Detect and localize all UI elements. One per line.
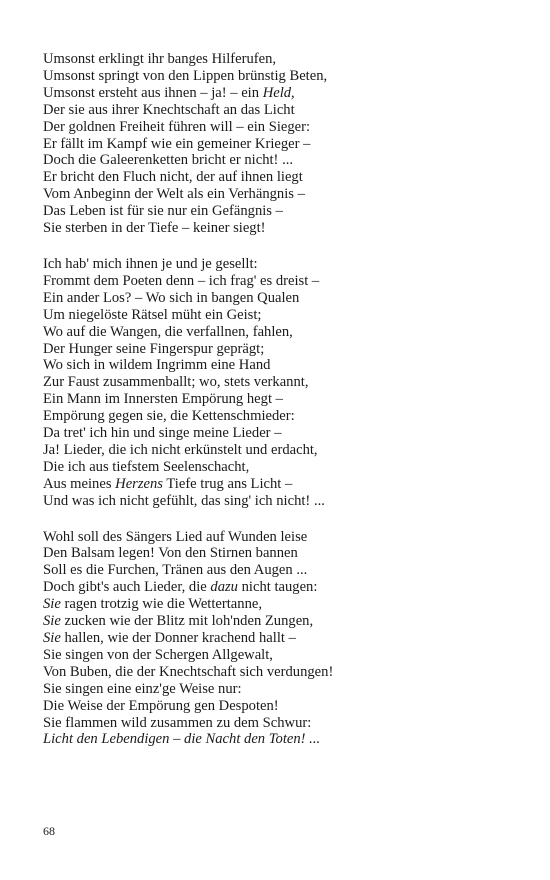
- verse-line: [43, 408, 513, 425]
- italic-text: Sie: [43, 596, 61, 613]
- verse-line: [43, 102, 513, 119]
- verse-text: Ich hab' mich ihnen je und je gesellt:: [43, 255, 258, 272]
- poem-text: [43, 51, 513, 767]
- verse-line: [43, 425, 513, 442]
- verse-text: nicht taugen:: [237, 579, 318, 596]
- verse-line: [43, 613, 513, 630]
- verse-line: [43, 68, 513, 85]
- italic-text: Held,: [262, 84, 295, 101]
- verse-line: [43, 203, 513, 220]
- verse-text: Vom Anbeginn der Welt als ein Verhängnis –: [43, 186, 305, 203]
- verse-text: Empörung gegen sie, die Kettenschmieder:: [43, 408, 295, 425]
- verse-line: [43, 562, 513, 579]
- verse-line: [43, 374, 513, 391]
- verse-text: Umsonst ersteht aus ihnen – ja! – ein: [43, 84, 263, 101]
- verse-line: [43, 391, 513, 408]
- verse-line: [43, 341, 513, 358]
- verse-text: Um niegelöste Rätsel müht ein Geist;: [43, 306, 262, 323]
- stanza: [43, 51, 513, 237]
- verse-text: Die Weise der Empörung gen Despoten!: [43, 697, 279, 714]
- verse-text: Ein Mann im Innersten Empörung hegt –: [43, 391, 283, 408]
- verse-text: hallen, wie der Donner krachend hallt –: [60, 630, 296, 646]
- verse-line: [43, 596, 513, 613]
- verse-text: Tiefe trug ans Licht –: [163, 475, 293, 492]
- verse-text: Umsonst erklingt ihr banges Hilferufen,: [43, 51, 277, 67]
- verse-text: Ein ander Los? – Wo sich in bangen Qualen: [43, 289, 300, 306]
- verse-line: [43, 273, 513, 290]
- verse-text: Zur Faust zusammenballt; wo, stets verkannt,: [43, 374, 309, 391]
- verse-line: [43, 152, 513, 169]
- verse-text: Doch die Galeerenketten bricht er nicht! ...: [43, 152, 294, 169]
- verse-line: [43, 681, 513, 698]
- verse-line: [43, 647, 513, 664]
- verse-text: Sie flammen wild zusammen zu dem Schwur:: [43, 714, 312, 731]
- verse-text: Und was ich nicht gefühlt, das sing' ich nicht! ...: [43, 492, 325, 509]
- verse-line: [43, 715, 513, 732]
- verse-line: [43, 357, 513, 374]
- verse-text: Sie singen eine einz'ge Weise nur:: [43, 680, 242, 697]
- verse-text: Er fällt im Kampf wie ein gemeiner Krieger –: [43, 135, 311, 152]
- italic-text: Herzens: [115, 475, 163, 492]
- verse-line: [43, 493, 513, 510]
- verse-text: zucken wie der Blitz mit loh'nden Zungen,: [60, 613, 314, 630]
- italic-text: Sie: [43, 630, 61, 646]
- verse-line: [43, 442, 513, 459]
- verse-text: Ja! Lieder, die ich nicht erkünstelt und erdacht,: [43, 441, 318, 458]
- verse-text: ragen trotzig wie die Wettertanne,: [60, 596, 263, 613]
- verse-line: [43, 459, 513, 476]
- verse-text: Sie sterben in der Tiefe – keiner siegt!: [43, 220, 266, 237]
- verse-line: [43, 256, 513, 273]
- verse-line: [43, 529, 513, 546]
- verse-line: [43, 169, 513, 186]
- verse-line: [43, 324, 513, 341]
- verse-text: Das Leben ist für sie nur ein Gefängnis –: [43, 203, 283, 220]
- italic-text: dazu: [210, 579, 238, 596]
- verse-line: [43, 698, 513, 715]
- verse-text: Wo sich in wildem Ingrimm eine Hand: [43, 357, 271, 374]
- verse-text: Der sie aus ihrer Knechtschaft an das Licht: [43, 101, 295, 118]
- verse-line: [43, 119, 513, 136]
- verse-line: [43, 290, 513, 307]
- verse-line: [43, 85, 513, 102]
- verse-text: Der Hunger seine Fingerspur geprägt;: [43, 340, 265, 357]
- verse-text: Doch gibt's auch Lieder, die: [43, 579, 211, 596]
- verse-text: Wohl soll des Sängers Lied auf Wunden leise: [43, 528, 308, 545]
- verse-text: Die ich aus tiefstem Seelenschacht,: [43, 458, 250, 475]
- verse-line: [43, 136, 513, 153]
- verse-line: [43, 307, 513, 324]
- verse-text: Soll es die Furchen, Tränen aus den Augen ...: [43, 562, 308, 579]
- italic-text: Sie: [43, 613, 61, 630]
- verse-line: [43, 186, 513, 203]
- verse-text: Er bricht den Fluch nicht, der auf ihnen liegt: [43, 169, 303, 186]
- verse-text: Da tret' ich hin und singe meine Lieder –: [43, 425, 282, 442]
- verse-text: Der goldnen Freiheit führen will – ein Sieger:: [43, 118, 311, 135]
- verse-line: [43, 51, 513, 68]
- verse-line: [43, 630, 513, 647]
- verse-text: Frommt dem Poeten denn – ich frag' es dreist –: [43, 272, 320, 289]
- italic-text: Licht den Lebendigen – die Nacht den Toten! ...: [43, 731, 321, 748]
- stanza: [43, 529, 513, 749]
- verse-line: [43, 476, 513, 493]
- verse-line: [43, 664, 513, 681]
- verse-text: Von Buben, die der Knechtschaft sich verdungen!: [43, 663, 334, 680]
- verse-text: Umsonst springt von den Lippen brünstig Beten,: [43, 67, 328, 84]
- verse-text: Sie singen von der Schergen Allgewalt,: [43, 646, 273, 663]
- verse-line: [43, 579, 513, 596]
- stanza: [43, 256, 513, 510]
- verse-text: Wo auf die Wangen, die verfallnen, fahlen,: [43, 323, 293, 340]
- verse-line: [43, 220, 513, 237]
- verse-line: [43, 545, 513, 562]
- verse-text: Aus meines: [43, 475, 116, 492]
- page-number: 68: [43, 824, 55, 838]
- verse-line: [43, 731, 513, 748]
- verse-text: Den Balsam legen! Von den Stirnen bannen: [43, 545, 298, 562]
